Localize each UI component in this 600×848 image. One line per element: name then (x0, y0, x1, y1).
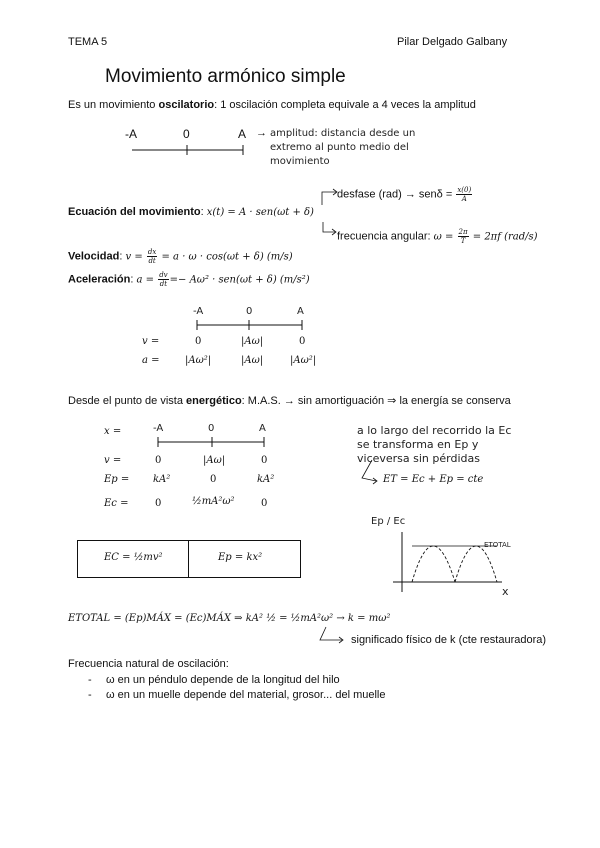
graph-xlabel: x (502, 585, 509, 598)
header-right: Pilar Delgado Galbany (397, 36, 508, 48)
table1-axis-right: A (297, 306, 304, 317)
table2-row-label: Ep = (104, 474, 130, 485)
energia-note-3: viceversa sin pérdidas (357, 452, 480, 465)
box-ec-formula: EC = ½mv² (104, 552, 163, 563)
table2-axis-label: x = (104, 426, 122, 437)
table1-cell: 0 (299, 336, 306, 347)
energia-note-2: se transforma en Ep y (357, 438, 479, 451)
list-item: ω en un péndulo depende de la longitud del hilo (106, 674, 340, 686)
table2-cell: kA² (153, 474, 171, 485)
table2-cell: 0 (155, 498, 162, 509)
table2-row-label: v = (104, 455, 122, 466)
energia-note-1: a lo largo del recorrido la Ec (357, 424, 512, 437)
aceleracion-formula: Aceleración: a = $\frac{dv}{dt}$ =− Aω² · sen(ωt + δ) (m/s²) (68, 271, 310, 288)
page-title: Movimiento armónico simple (105, 66, 346, 87)
box-ep-formula: Ep = kx² (218, 552, 263, 563)
table2-cell: ½mA²ω² (192, 496, 235, 507)
significado-k: significado físico de k (cte restauradora) (351, 634, 547, 646)
energetico-text: Desde el punto de vista energético: M.A.S. → sin amortiguación ⇒ la energía se conserva (68, 395, 511, 407)
table2-cell: 0 (261, 498, 268, 509)
table1-axis-left: -A (193, 306, 204, 317)
axis1-right-label: A (238, 127, 247, 141)
table1-cell: |Aω| (241, 355, 264, 366)
table1-cell: 0 (195, 336, 202, 347)
axis1-mid-label: 0 (183, 127, 190, 141)
table2-cell: kA² (257, 474, 275, 485)
table1-row-v-label: v = (142, 336, 160, 347)
table1-cell: |Aω²| (185, 355, 212, 366)
table2-cell: 0 (155, 455, 162, 466)
table2-cell: 0 (210, 474, 217, 485)
ecuacion-movimiento: Ecuación del movimiento: x(t) = A · sen(ωt + δ) (68, 206, 314, 218)
table2-cell: 0 (261, 455, 268, 466)
amplitud-note-3: movimiento (270, 156, 330, 167)
list-bullet: - (88, 689, 92, 701)
table1-row-a-label: a = (142, 355, 160, 366)
table2-cell: |Aω| (203, 455, 226, 466)
table2-axis-mid: 0 (208, 423, 215, 434)
table2-row-label: Ec = (104, 498, 129, 509)
intro-text: Es un movimiento oscilatorio: 1 oscilación completa equivale a 4 veces la amplitud (68, 99, 476, 111)
amplitud-note-2: extremo al punto medio del (270, 142, 409, 153)
etotal-equation: ET = Ec + Ep = cte (383, 474, 484, 485)
header-left: TEMA 5 (68, 36, 108, 48)
axis1-left-label: -A (125, 127, 137, 141)
graph-legend: ETOTAL (484, 541, 511, 549)
velocidad-formula: Velocidad: v = $\frac{dx}{dt}$ = a · ω · cos(ωt + δ) (m/s) (68, 248, 293, 265)
etotal-line: ETOTAL = (Ep)MÁX = (Ec)MÁX ⇒ kA² ½ = ½mA²ω² → k = mω² (68, 613, 391, 624)
table1-cell: |Aω| (241, 336, 264, 347)
list-item: ω en un muelle depende del material, grosor... del muelle (106, 689, 386, 701)
table1-cell: |Aω²| (290, 355, 317, 366)
graph-ylabel: Ep / Ec (371, 516, 406, 527)
table2-axis-right: A (259, 423, 266, 434)
desfase-label: desfase (rad) → senδ = $\frac{x(0)}{A}$ (337, 186, 472, 203)
frecuencia-natural-title: Frecuencia natural de oscilación: (68, 658, 229, 670)
table2-axis-left: -A (153, 423, 164, 434)
list-bullet: - (88, 674, 92, 686)
table1-axis-mid: 0 (246, 306, 253, 317)
axis1-arrow: → (256, 127, 267, 139)
frecuencia-angular: frecuencia angular: ω = $\frac{2\pi}{T}$ = 2πf (rad/s) (337, 228, 538, 245)
amplitud-note-1: amplitud: distancia desde un (270, 128, 416, 139)
